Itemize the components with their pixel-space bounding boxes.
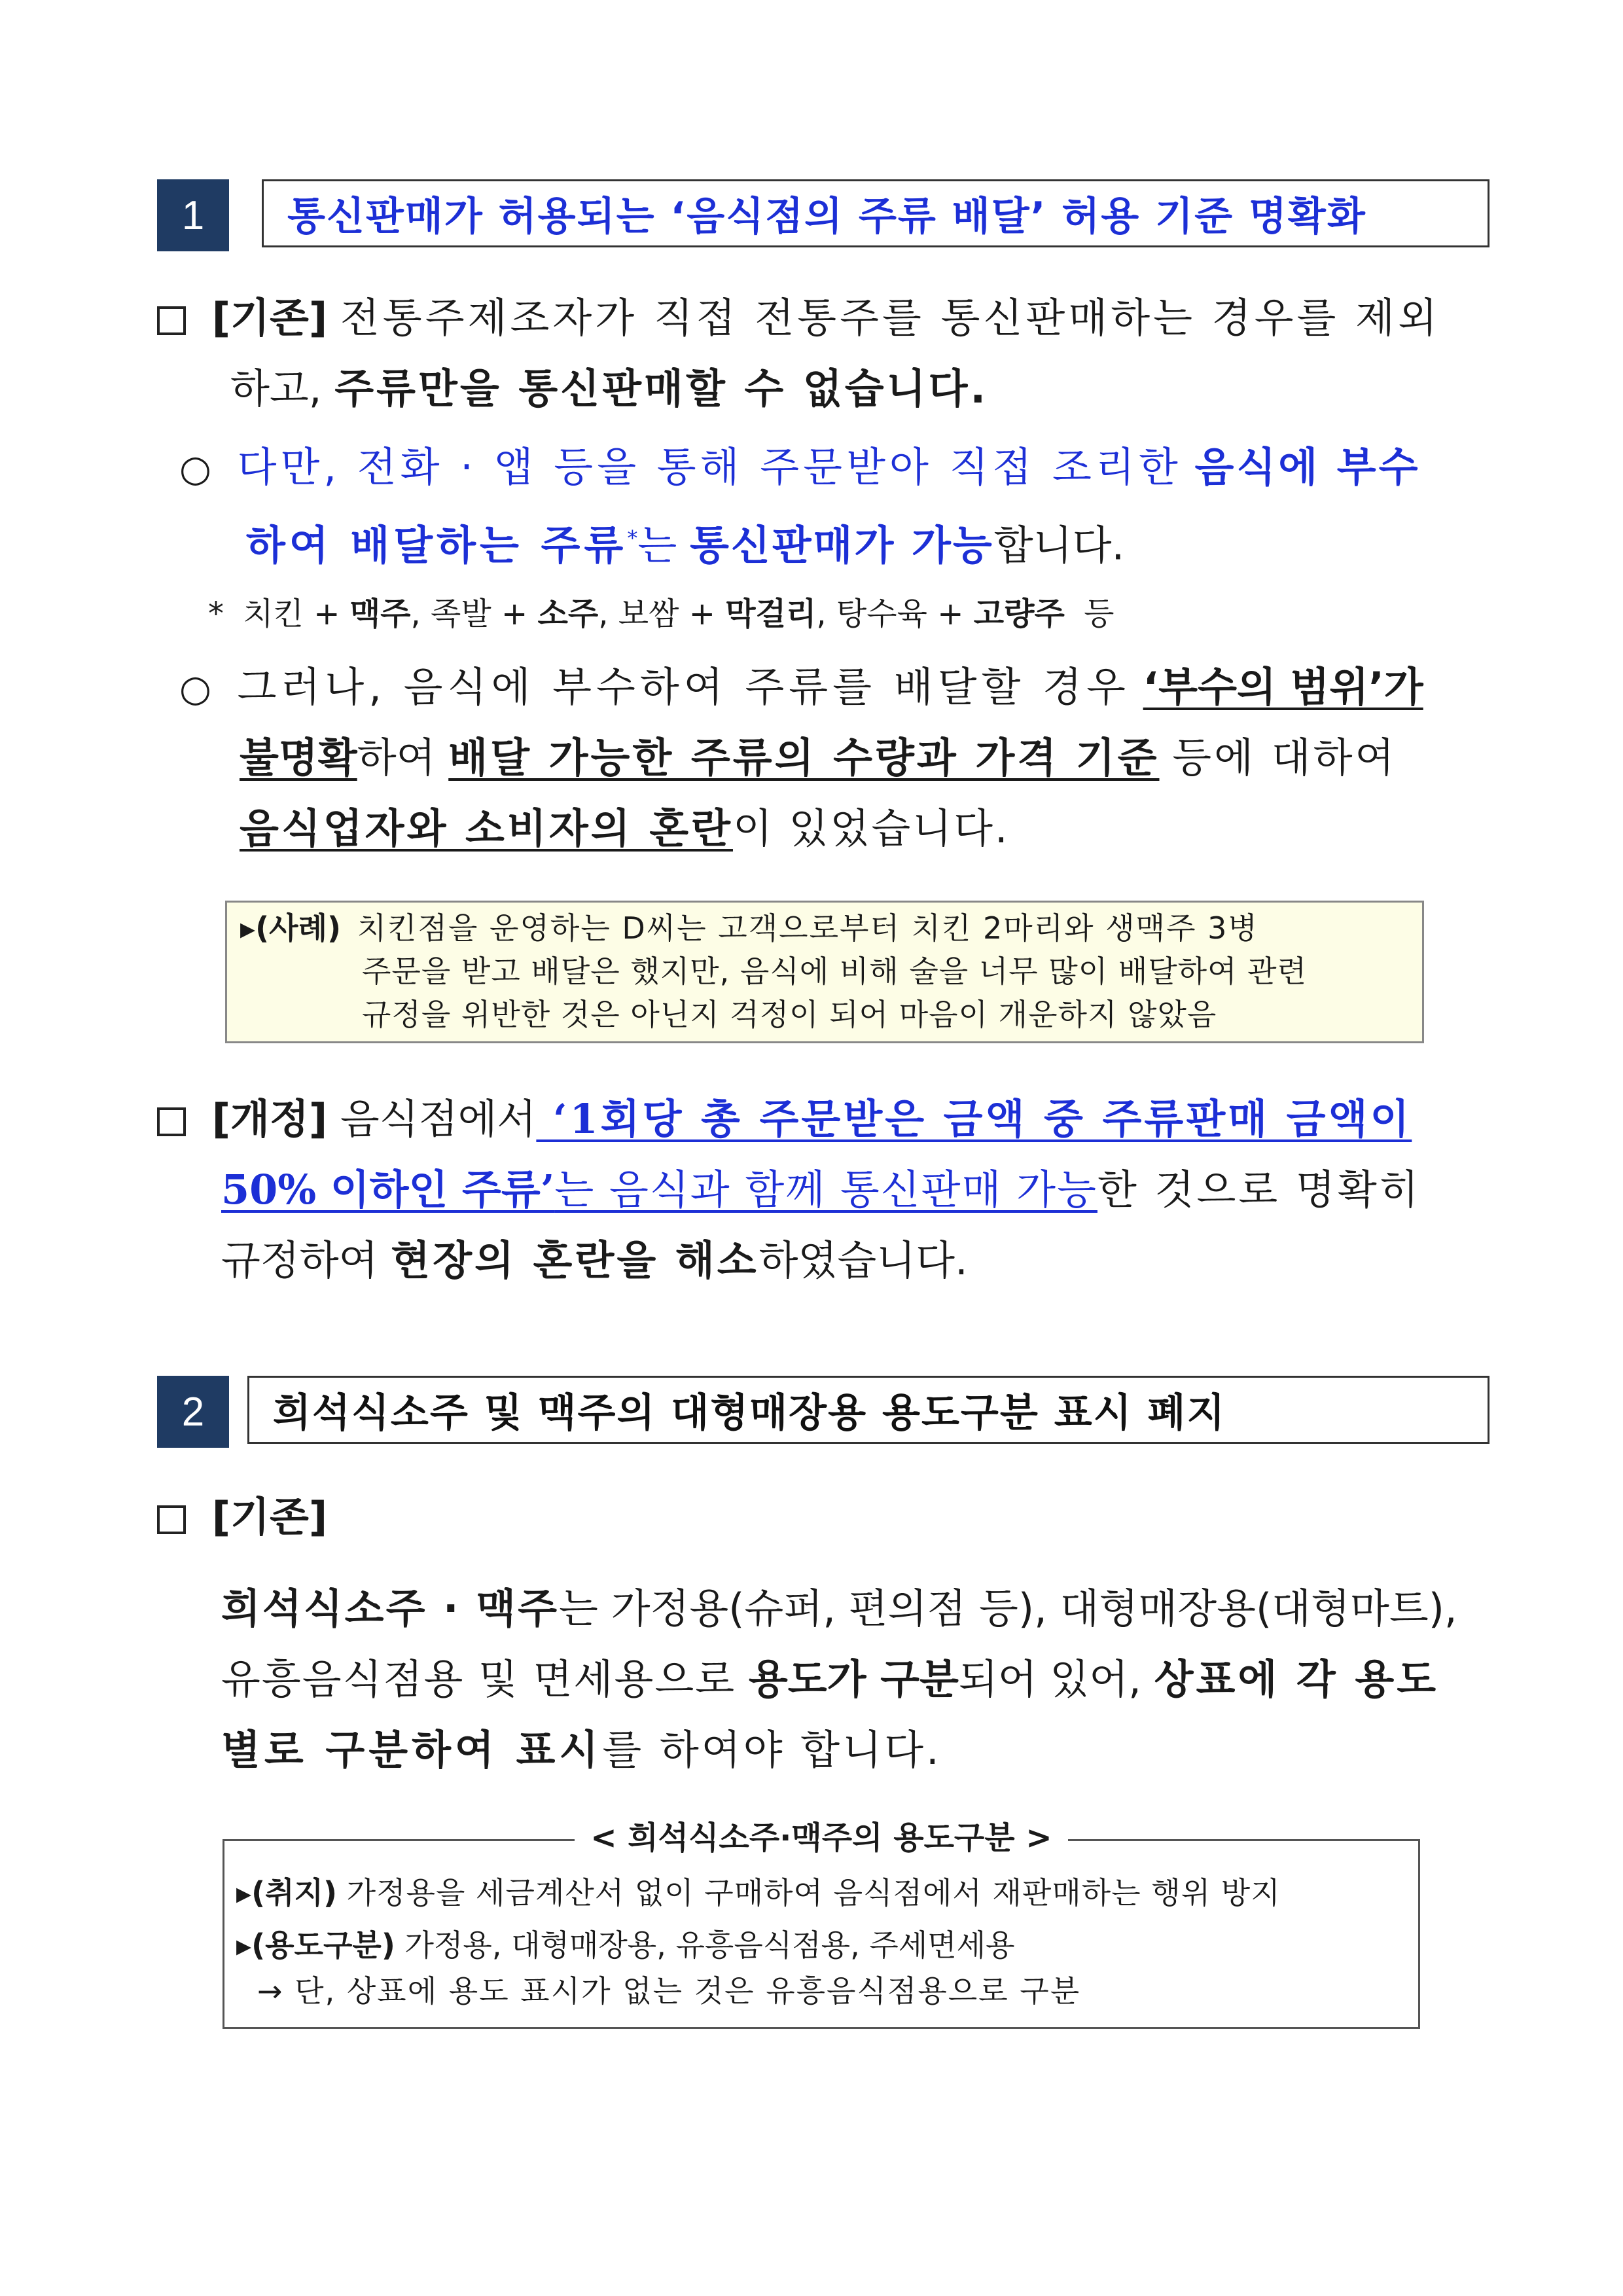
info-title: < 희석식소주·맥주의 용도구분 > bbox=[575, 1820, 1067, 1856]
before-text: 는 가정용(슈퍼, 편의점 등), 대형매장용(대형마트), bbox=[558, 1585, 1457, 1632]
point2-line2 bbox=[240, 723, 1397, 793]
point2-text: 그러나, 음식에 부수하여 주류를 배달할 경우 bbox=[237, 663, 1130, 711]
point1-line2 bbox=[246, 503, 1124, 581]
after-text-bold: 현장의 혼란을 해소 bbox=[391, 1236, 759, 1284]
point2-text-bold: 불명확 bbox=[240, 734, 357, 781]
section-number-badge bbox=[157, 1376, 229, 1448]
before-tag: [기존] bbox=[211, 1493, 328, 1541]
section-number: 2 bbox=[181, 1389, 205, 1435]
point1-text: 는 bbox=[637, 521, 677, 569]
case-line2 bbox=[362, 950, 1307, 993]
footnote-text: 등 bbox=[1084, 596, 1115, 632]
point1-line1 bbox=[179, 432, 1421, 505]
point2-text-bold: ‘부수의 범위’가 bbox=[1143, 663, 1423, 711]
point2-text: 하여 bbox=[357, 734, 436, 781]
before-text: 유흥음식점용 및 면세용으로 bbox=[221, 1655, 736, 1703]
after-text-highlight: 는 음식과 함께 통신판매 가능 bbox=[554, 1166, 1097, 1213]
footnote-text: , 탕수육 + bbox=[816, 596, 964, 632]
footnote-marker: * bbox=[627, 526, 638, 550]
after-text: 하였습니다. bbox=[758, 1236, 968, 1284]
case-text: 규정을 위반한 것은 아닌지 걱정이 되어 마음이 개운하지 않았음 bbox=[362, 997, 1217, 1032]
after-paragraph-line1 bbox=[157, 1084, 1412, 1155]
checkbox-square-icon bbox=[157, 306, 186, 335]
point1-text-bold: 통신판매가 가능 bbox=[689, 521, 994, 569]
before-text-bold: 상표에 각 용도 bbox=[1154, 1655, 1439, 1703]
after-text: 규정하여 bbox=[221, 1236, 378, 1284]
case-example-box bbox=[225, 901, 1424, 1043]
point1-text-bold: 하여 배달하는 주류 bbox=[246, 521, 628, 569]
case-line3 bbox=[362, 993, 1217, 1036]
before-text: 되어 있어, bbox=[958, 1655, 1141, 1703]
before-text: 를 하여야 합니다. bbox=[602, 1726, 942, 1774]
after-tag: [개정] bbox=[211, 1095, 328, 1143]
point2-line3 bbox=[240, 793, 1010, 864]
info-label: ▸(취지) bbox=[236, 1875, 338, 1910]
after-text-highlight: ‘1회당 총 주문받은 금액 중 주류판매 금액이 bbox=[536, 1095, 1412, 1143]
before-tag: [기존] bbox=[211, 294, 328, 342]
section2-before-line2 bbox=[221, 1644, 1438, 1715]
before-text-plain: 하고, bbox=[230, 365, 322, 412]
info-row2 bbox=[236, 1924, 1015, 1967]
footnote-text: 치킨 + bbox=[243, 596, 340, 632]
footnote-bold: 소주 bbox=[537, 596, 599, 632]
footnote-bold: 막걸리 bbox=[725, 596, 817, 632]
case-line1 bbox=[240, 906, 1258, 950]
usage-classification-box bbox=[223, 1820, 1420, 2029]
point2-text: 등에 대하여 bbox=[1172, 734, 1397, 781]
before-text-bold: 용도가 구분 bbox=[748, 1655, 959, 1703]
section2-before-tag-line bbox=[157, 1482, 327, 1552]
footnote-bold: 고량주 bbox=[973, 596, 1065, 632]
case-text: 주문을 받고 배달은 했지만, 음식에 비해 술을 너무 많이 배달하여 관련 bbox=[362, 954, 1308, 989]
before-text-bold: 주류만을 통신판매할 수 없습니다. bbox=[334, 365, 989, 412]
after-paragraph-line2 bbox=[221, 1155, 1421, 1225]
point2-text-bold: 배달 가능한 주류의 수량과 가격 기준 bbox=[448, 734, 1160, 781]
section2-before-line1 bbox=[221, 1573, 1457, 1644]
info-text: 가정용을 세금계산서 없이 구매하여 음식점에서 재판매하는 행위 방지 bbox=[346, 1875, 1281, 1910]
point1-text: 다만, 전화 · 앱 등을 통해 주문받아 직접 조리한 bbox=[237, 443, 1182, 491]
section-title-box bbox=[247, 1376, 1489, 1444]
after-paragraph-line3 bbox=[221, 1225, 968, 1296]
section2-before-line3 bbox=[221, 1715, 942, 1785]
footnote-text: , 족발 + bbox=[410, 596, 528, 632]
info-row1 bbox=[236, 1871, 1281, 1914]
info-row3 bbox=[257, 1969, 1080, 2013]
point1-text-bold: 음식에 부수 bbox=[1194, 443, 1421, 491]
before-text-bold: 별로 구분하여 표시 bbox=[221, 1726, 603, 1774]
point2-line1 bbox=[179, 652, 1423, 725]
after-text-highlight: 50% 이하인 주류’ bbox=[221, 1166, 555, 1213]
info-label: ▸(용도구분) bbox=[236, 1928, 395, 1963]
point1-text-tail: 합니다. bbox=[993, 521, 1125, 569]
section-title: 희석식소주 및 맥주의 대형매장용 용도구분 표시 폐지 bbox=[273, 1390, 1226, 1436]
info-text: → 단, 상표에 용도 표시가 없는 것은 유흥음식점용으로 구분 bbox=[257, 1973, 1081, 2009]
point2-text: 이 있었습니다. bbox=[732, 804, 1010, 852]
section-number: 1 bbox=[181, 192, 205, 238]
footnote-bold: 맥주 bbox=[349, 596, 411, 632]
after-text: 한 것으로 명확히 bbox=[1097, 1166, 1421, 1213]
info-text: 가정용, 대형매장용, 유흥음식점용, 주세면세용 bbox=[404, 1928, 1015, 1963]
section-number-badge bbox=[157, 179, 229, 251]
circle-bullet-icon: ○ bbox=[179, 668, 211, 710]
info-title-wrap bbox=[224, 1815, 1418, 1861]
case-text: 치킨점을 운영하는 D씨는 고객으로부터 치킨 2마리와 생맥주 3병 bbox=[357, 910, 1258, 946]
footnote-star: * bbox=[208, 596, 224, 632]
footnote-text: , 보쌈 + bbox=[598, 596, 715, 632]
section-title-box bbox=[262, 179, 1489, 247]
section-title: 통신판매가 허용되는 ‘음식점의 주류 배달’ 허용 기준 명확화 bbox=[287, 194, 1366, 240]
before-paragraph-line1 bbox=[157, 283, 1440, 353]
after-text: 음식점에서 bbox=[340, 1095, 537, 1143]
circle-bullet-icon: ○ bbox=[179, 448, 211, 490]
before-text: 전통주제조자가 직접 전통주를 통신판매하는 경우를 제외 bbox=[340, 294, 1440, 342]
checkbox-square-icon bbox=[157, 1505, 186, 1534]
case-label: ▸(사례) bbox=[240, 910, 342, 946]
footnote bbox=[208, 588, 1114, 640]
point2-text-bold: 음식업자와 소비자의 혼란 bbox=[240, 804, 733, 852]
before-paragraph-line2 bbox=[230, 353, 988, 424]
before-text-bold: 희석식소주 · 맥주 bbox=[221, 1585, 559, 1632]
checkbox-square-icon bbox=[157, 1107, 186, 1136]
